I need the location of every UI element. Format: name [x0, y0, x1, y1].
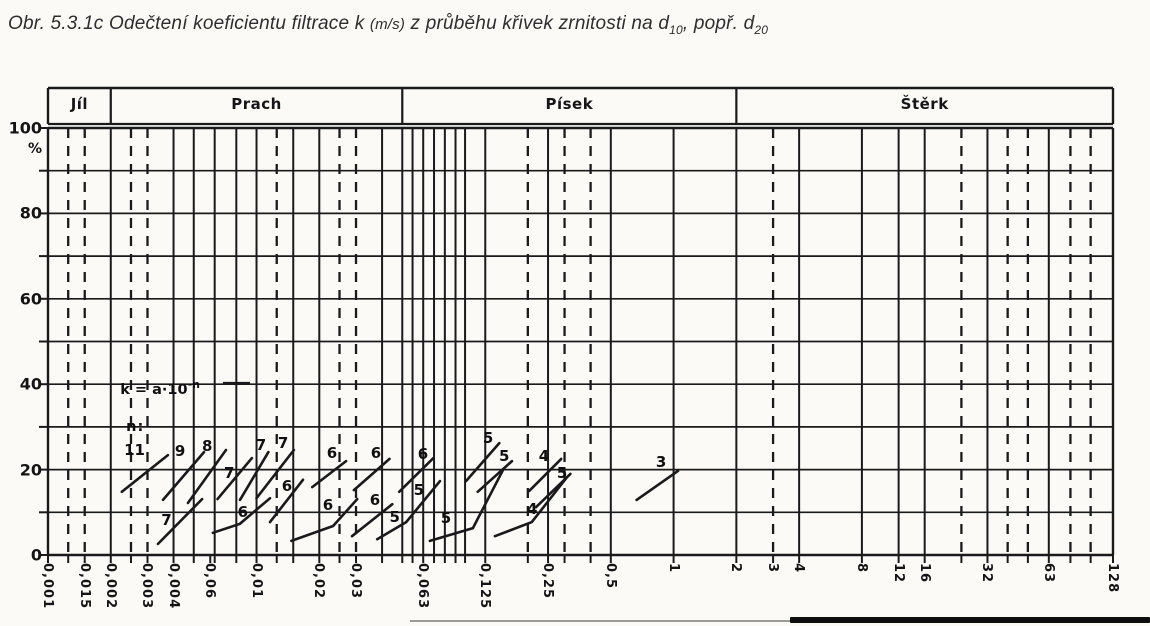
n-value-label: 5	[556, 464, 568, 483]
y-tick-label: 100	[8, 118, 42, 138]
grading-curve-segment-n7	[240, 452, 268, 500]
x-tick-label: 0,06	[202, 563, 218, 600]
x-tick-label: 4	[791, 563, 807, 574]
n-value-label: 7	[255, 435, 267, 454]
x-tick-label: 8	[853, 563, 869, 574]
n-value-label: 6	[326, 443, 338, 462]
x-tick-label: 0,25	[540, 563, 556, 600]
zone-label-1: Jíl	[70, 95, 89, 113]
caption-units: (m/s)	[369, 16, 406, 33]
x-tick-label: 0,01	[248, 563, 264, 600]
n-value-label: 6	[322, 496, 334, 515]
grading-curve-segment-n7	[218, 458, 252, 499]
y-axis-unit: %	[27, 141, 42, 158]
x-tick-label: 128	[1105, 563, 1120, 594]
n-value-label: 9	[174, 442, 186, 461]
x-tick-label: 0,001	[40, 563, 55, 610]
x-tick-label: 2	[728, 563, 744, 574]
x-tick-label: 0,03	[348, 563, 364, 600]
scan-artifact-line	[410, 620, 810, 622]
zone-label-4: Štěrk	[900, 95, 949, 113]
n-value-label: 7	[224, 464, 235, 483]
caption-text-3: , popř. d	[682, 13, 755, 34]
scan-artifact-bar	[790, 617, 1150, 623]
n-value-label: 5	[482, 429, 494, 447]
n-value-label: 5	[440, 508, 452, 527]
grading-curve-segment-n11	[122, 455, 168, 492]
n-value-label: 6	[417, 444, 429, 463]
x-tick-label: 0,002	[102, 563, 118, 610]
x-tick-label: 0,5	[602, 563, 618, 590]
x-tick-label: 0,015	[76, 563, 92, 610]
formula-base: k = a·10	[120, 382, 188, 399]
caption-sub-d10: 10	[669, 22, 683, 37]
n-value-label: 6	[237, 502, 249, 521]
y-tick-label: 40	[19, 374, 42, 394]
n-value-label: 11	[124, 440, 145, 459]
x-tick-label: 12	[890, 563, 906, 584]
x-tick-label: 0,004	[165, 563, 181, 610]
n-value-label: 6	[281, 476, 293, 495]
y-tick-label: 60	[19, 289, 42, 309]
x-tick-label: 63	[1040, 563, 1056, 584]
x-tick-label: 3	[765, 563, 781, 574]
zone-label-2: Prach	[231, 95, 282, 113]
y-tick-label: 0	[30, 545, 42, 565]
n-value-label: 6	[370, 443, 382, 462]
n-value-label: 5	[498, 446, 510, 465]
formula-exponent: -n	[187, 378, 200, 392]
n-value-label: 4	[527, 499, 538, 518]
y-tick-label: 20	[19, 460, 42, 480]
n-value-label: 7	[161, 510, 172, 529]
n-value-label: 6	[369, 490, 381, 509]
caption-text-2: z průběhu křivek zrnitosti na d	[405, 13, 670, 34]
caption-text: Obr. 5.3.1c Odečtení koeficientu filtrace k	[8, 13, 370, 34]
zone-label-3: Písek	[545, 95, 594, 113]
n-value-label: 5	[389, 507, 400, 526]
grading-curve-segment-n6	[352, 504, 392, 536]
n-value-label: 4	[538, 446, 550, 465]
n-values-heading: n:	[126, 418, 145, 435]
x-tick-label: 1	[665, 563, 681, 574]
grading-curve-segment-n6	[312, 461, 346, 487]
n-value-label: 5	[413, 481, 424, 500]
x-tick-label: 0,063	[415, 563, 431, 610]
x-tick-label: 0,125	[477, 563, 493, 610]
x-tick-label: 32	[979, 563, 995, 584]
formula-annotation	[120, 379, 200, 399]
y-tick-label: 80	[19, 203, 42, 223]
caption-sub-d20: 20	[754, 22, 769, 37]
grading-curve-segment-n3	[637, 471, 678, 500]
n-value-label: 8	[201, 437, 213, 456]
x-tick-label: 0,02	[311, 563, 327, 600]
x-tick-label: 16	[916, 563, 932, 584]
x-tick-label: 0,003	[139, 563, 155, 610]
n-value-label: 3	[655, 452, 667, 471]
grading-curve-segment-n6	[354, 459, 390, 490]
n-value-label: 7	[277, 434, 289, 453]
